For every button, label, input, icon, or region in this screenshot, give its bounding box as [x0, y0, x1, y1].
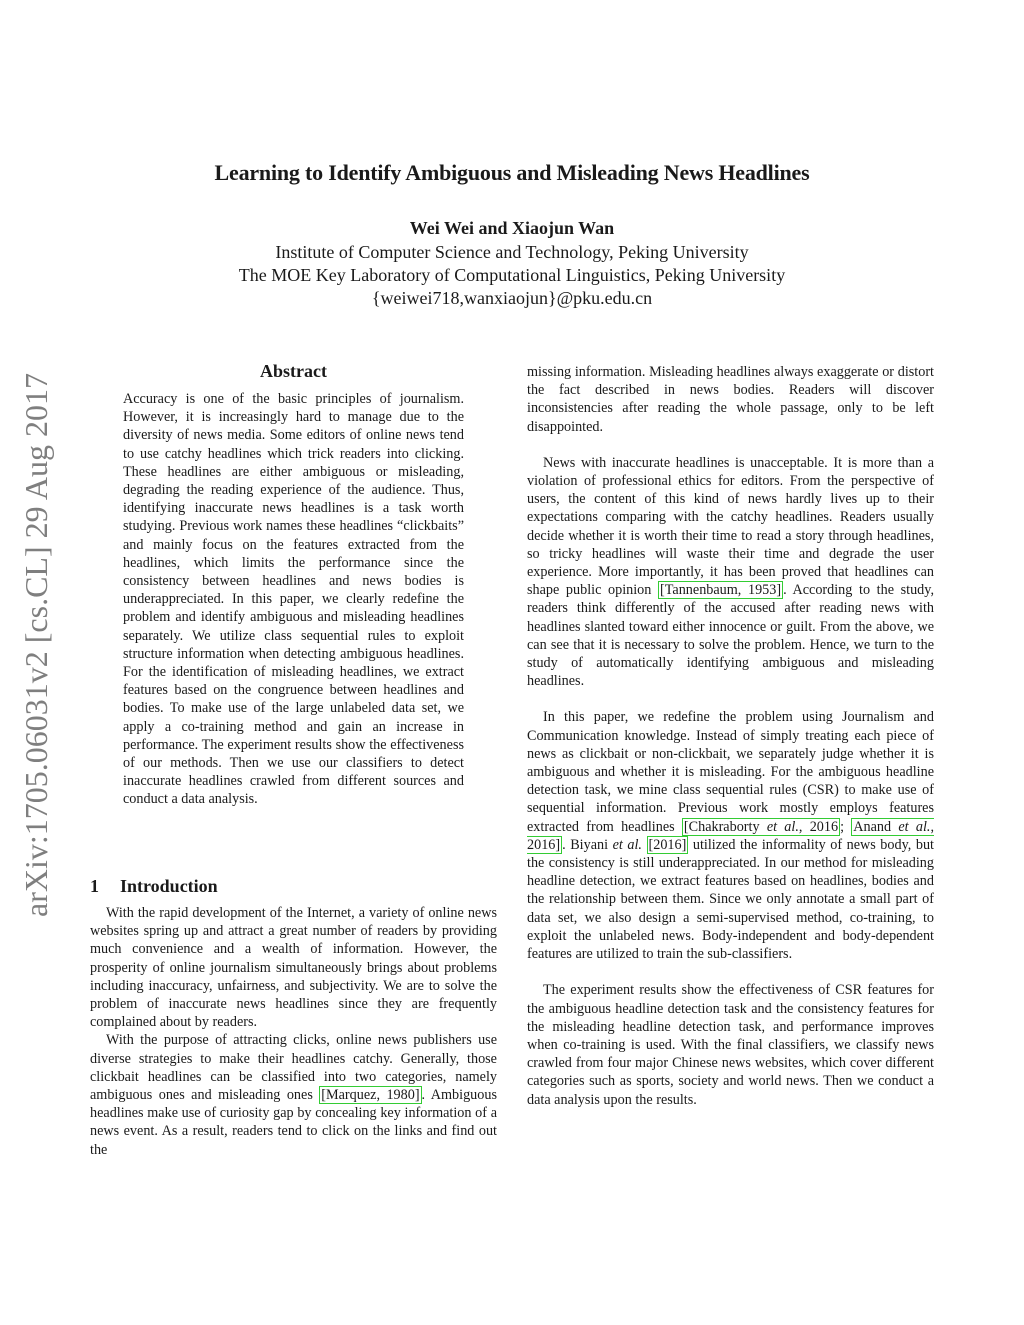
paragraph-text: ;	[840, 818, 852, 835]
intro-paragraph-3	[527, 454, 934, 691]
paragraph-text: utilized the informality of news body, but the consistency is still underappreciated. In our method for misleading headline detection, we extract features based on headlines, bodies and the relationship between them. Since we only annotate a small part of data set, we also design a semi-supervised method, co-training, to exploit the unlabeled news. Body-independent and body-dependent features are utilized to train the sub-classifiers.	[527, 836, 934, 963]
paragraph-text: With the purpose of attracting clicks, online news publishers use diverse strategies to make their headlines catchy. Generally, those clickbait headlines can be classified into two categories, namely ambiguous ones and misleading ones	[90, 1032, 497, 1104]
intro-paragraph-5: The experiment results show the effectiveness of CSR features for the ambiguous headline detection task and the consistency features for the misleading headline detection task, and performance improves when co-training is used. With the final classifiers, we classify news crawled from four major Chinese news websites, which cover different categories such as sports, society and world news. Then we conduct a data analysis upon the results.	[527, 982, 934, 1108]
citation-link[interactable]: [Marquez, 1980]	[321, 1087, 420, 1104]
paragraph-text: et al.	[612, 836, 642, 853]
abstract-text: Accuracy is one of the basic principles of journalism. However, it is increasingly hard to manage due to the diversity of news media. Some editors of online news tend to use catchy headlines which trick readers into clicking. These headlines are either ambiguous or misleading, degrading the reading experience of the audience. Thus, identifying inaccurate news headlines is a task worth studying. Previous work names these headlines “clickbaits” and mainly focus on the features extracted from the headlines, which limits the performance since the consistency between headlines and news bodies is underappreciated. In this paper, we clearly redefine the problem and identify ambiguous and misleading headlines separately. We utilize class sequential rules to exploit structure information when detecting ambiguous headlines. For the identification of misleading headlines, we extract features based on the congruence between headlines and bodies. To make use of the large unlabeled data set, we apply a co-training method and gain an increase in performance. The experiment results show the effectiveness of our methods. Then we use our classifiers to detect inaccurate headlines crawled from different sources and conduct a data analysis.	[123, 391, 464, 808]
citation-text: , 2016]	[527, 818, 934, 853]
intro-paragraph-2	[90, 1031, 497, 1158]
paragraph-text: . Biyani	[562, 836, 613, 853]
paragraph-text: . According to the study, readers think differently of the accused after reading news with headlines slanted toward either innocence or guilt. From the above, we can see that it is necessary to solve the problem. Hence, we turn to the study of automatically identifying ambiguous and misleading headlines.	[527, 582, 934, 690]
left-column	[90, 904, 497, 1159]
arxiv-identifier: arXiv:1705.06031v2 [cs.CL] 29 Aug 2017	[18, 373, 54, 917]
affiliation-1: Institute of Computer Science and Technology, Peking University	[275, 242, 749, 262]
right-column	[527, 363, 934, 1109]
affiliation-2: The MOE Key Laboratory of Computational Linguistics, Peking University	[238, 265, 786, 285]
citation-text: [Chakraborty	[683, 818, 767, 835]
intro-paragraph-1: With the rapid development of the Internet, a variety of online news websites spring up and attract a great number of readers by providing much convenience and a wealth of information. However, the prosperity of online journalism simultaneously brings about problems including inaccuracy, unfairness, and subjectivity. We are to solve the problem of inaccurate news headlines since they are frequently complained about by readers.	[90, 905, 497, 1031]
citation-link[interactable]	[682, 818, 840, 836]
citation-text: et al.	[766, 818, 799, 835]
citation-text: , 2016	[798, 818, 839, 835]
section-title: Introduction	[120, 876, 218, 896]
intro-paragraph-continued: missing information. Misleading headlines always exaggerate or distort the fact described in news bodies. Readers will discover inconsistencies after reading the whole passage, only to be left disappointed.	[527, 364, 934, 435]
citation-link[interactable]: [2016]	[648, 836, 687, 853]
paper-title: Learning to Identify Ambiguous and Misleading News Headlines	[214, 160, 810, 185]
author-email: {weiwei718,wanxiaojun}@pku.edu.cn	[371, 288, 653, 308]
section-heading-introduction	[90, 876, 218, 897]
abstract-heading: Abstract	[260, 361, 327, 381]
paragraph-text: . Ambiguous headlines make use of curiosity gap by concealing key information of a news event. As a result, readers tend to click on the links and find out the	[90, 1087, 497, 1158]
paragraph-text	[642, 837, 647, 853]
intro-paragraph-4	[527, 708, 934, 963]
paragraph-text: In this paper, we redefine the problem using Journalism and Communication knowledge. Instead of simply treating each piece of news as clickbait or non-clickbait, we separately judge whether it is ambiguous and whether it is misleading. For the ambiguous headline detection task, we mine class sequential rules (CSR) to make use of sequential information. Previous work mostly employs features extracted from headlines	[527, 709, 934, 835]
citation-link[interactable]: [Tannenbaum, 1953]	[660, 582, 782, 599]
paragraph-text: News with inaccurate headlines is unacceptable. It is more than a violation of professional ethics for editors. From the perspective of users, the content of this kind of news hardly lives up to their expectations comparing with the catchy headlines. Readers usually decide whether it is worth their time to read a story through headlines, so tricky headlines will waste their time and degrade the user experience. More importantly, it has been proved that headlines can shape public opinion	[527, 454, 934, 599]
paper-authors: Wei Wei and Xiaojun Wan	[409, 218, 615, 238]
citation-text: et al.	[898, 818, 931, 835]
section-number: 1	[90, 876, 99, 896]
citation-text: Anand	[853, 818, 899, 835]
